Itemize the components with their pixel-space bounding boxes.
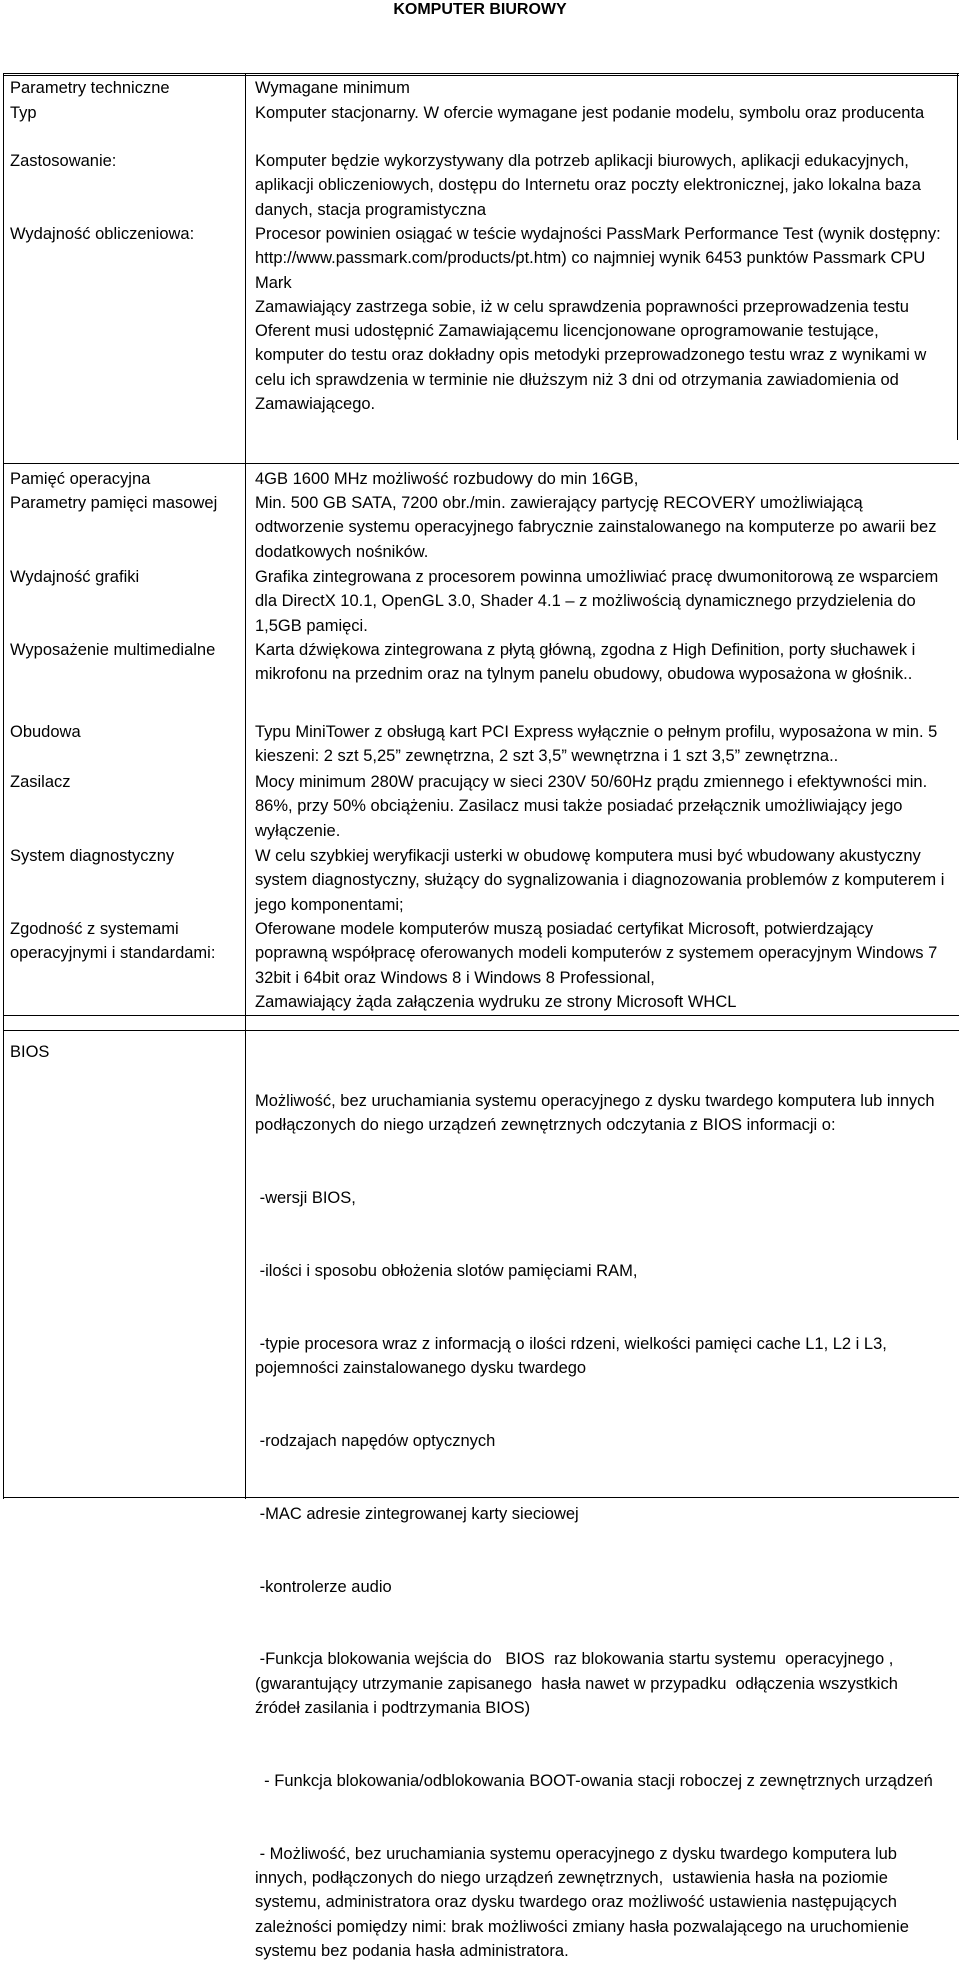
zasilacz-value: Mocy minimum 280W pracujący w sieci 230V 50/60Hz prądu zmiennego i efektywności min. 86%, przy 50% obciążeniu. Zasilacz musi także posiadać przełącznik umożliwiający jego wyłączenie. [255,773,928,840]
bios-label: BIOS [10,1043,50,1061]
header-value: Wymagane minimum [255,79,410,97]
zgodnosc-paragraph-1: Oferowane modele komputerów muszą posiadać certyfikat Microsoft, potwierdzający poprawną współpracę oferowanych modeli komputerów z systemem operacyjnym Windows 7 32bit i 64bit oraz Windows 8 i Windows 8 Professional, [255,920,938,987]
section-divider-1 [4,463,959,464]
diagnostyka-label: System diagnostyczny [10,847,175,865]
section-divider-2 [4,1015,959,1016]
zastosowanie-label: Zastosowanie: [10,152,117,170]
pamiec-value: 4GB 1600 MHz możliwość rozbudowy do min 16GB, [255,470,639,488]
table-top-border [4,73,959,74]
obudowa-label: Obudowa [10,723,81,741]
document-title: KOMPUTER BIUROWY [393,1,567,18]
section-divider-3 [4,1030,959,1031]
table-right-border-upper [957,73,958,440]
masowa-value: Min. 500 GB SATA, 7200 obr./min. zawierający partycję RECOVERY umożliwiającą odtworzenie systemu operacyjnego fabrycznie zainstalowanego na komputerze po awarii bez dodatkowych nośników. [255,494,937,561]
bios-line: -MAC adresie zintegrowanej karty sieciowej [255,1504,579,1523]
multimedia-value: Karta dźwiękowa zintegrowana z płytą główną, zgodna z High Definition, porty słuchawek i mikrofonu na przednim oraz na tylnym panelu obudowy, obudowa wyposażona w głośnik.. [255,641,916,684]
zgodnosc-paragraph-2: Zamawiający żąda załączenia wydruku ze strony Microsoft WHCL [255,992,737,1011]
bios-line: -typie procesora wraz z informacją o ilości rdzeni, wielkości pamięci cache L1, L2 i L3, pojemności zainstalowanego dysku twardego [255,1334,892,1377]
grafika-value: Grafika zintegrowana z procesorem powinna umożliwiać pracę dwumonitorową ze wsparciem dla DirectX 10.1, OpenGL 3.0, Shader 4.1 – z możliwością dynamicznego przydzielenia do 1,5GB pamięci. [255,568,939,635]
bios-line: Możliwość, bez uruchamiania systemu operacyjnego z dysku twardego komputera lub innych podłączonych do niego urządzeń zewnętrznych odczytania z BIOS informacji o: [255,1091,940,1134]
bios-line: -wersji BIOS, [255,1188,356,1207]
bios-line: -Funkcja blokowania wejścia do BIOS raz blokowania startu systemu operacyjnego , (gwarantujący utrzymanie zapisanego hasła nawet w przypadku odłączenia wszystkich źródeł zasilania i podtrzymania BIOS) [255,1650,903,1718]
diagnostyka-value: W celu szybkiej weryfikacji usterki w obudowę komputera musi być wbudowany akustyczny system diagnostyczny, służący do sygnalizowania i diagnozowania problemów z komputerem i jego komponentami; [255,847,945,914]
bios-line: -kontrolerze audio [255,1577,392,1596]
zgodnosc-label: Zgodność z systemami operacyjnymi i standardami: [10,920,216,963]
wydajnosc-paragraph-1: Procesor powinien osiągać w teście wydajności PassMark Performance Test (wynik dostępny: http://www.passmark.com/products/pt.htm) co najmniej wynik 6453 punktów Passmark CPU Mark [255,225,941,292]
bios-value [255,1040,945,1988]
pamiec-label: Pamięć operacyjna [10,470,151,488]
wydajnosc-paragraph-2: Zamawiający zastrzega sobie, iż w celu sprawdzenia poprawności przeprowadzenia testu Oferent musi udostępnić Zamawiającemu licencjonowane oprogramowanie testujące, komputer do testu oraz dokładny opis metodyki przeprowadzonego testu wraz z wynikami w celu ich sprawdzenia w terminie nie dłuższym niż 3 dni od otrzymania zawiadomienia od Zamawiającego. [255,297,927,414]
typ-label: Typ [10,104,37,122]
bios-line: -rodzajach napędów optycznych [255,1431,496,1450]
header-label: Parametry techniczne [10,79,170,97]
masowa-label: Parametry pamięci masowej [10,494,218,512]
table-left-border [3,73,4,1499]
zastosowanie-value: Komputer będzie wykorzystywany dla potrzeb aplikacji biurowych, aplikacji edukacyjnych, aplikacji obliczeniowych, dostępu do Internetu oraz poczty elektronicznej, jako lokalna baza danych, stacja programistyczna [255,152,921,219]
zgodnosc-value [255,917,945,1014]
bios-line: - Funkcja blokowania/odblokowania BOOT-owania stacji roboczej z zewnętrznych urządzeń [255,1771,933,1790]
bios-line: - Możliwość, bez uruchamiania systemu operacyjnego z dysku twardego komputera lub innych, podłączonych do niego urządzeń zewnętrznych, ustawienia hasła na poziomie systemu, administratora oraz dysku twardego oraz możliwość ustawienia następujących zależności pomiędzy nimi: brak możliwości zmiany hasła pozwalającego na uruchomienie systemu bez podania hasła administratora. [255,1844,914,1960]
typ-value: Komputer stacjonarny. W ofercie wymagane jest podanie modelu, symbolu oraz producenta [255,104,925,122]
wydajnosc-value [255,222,945,416]
grafika-label: Wydajność grafiki [10,568,140,586]
zasilacz-label: Zasilacz [10,773,71,791]
wydajnosc-label: Wydajność obliczeniowa: [10,225,195,243]
obudowa-value: Typu MiniTower z obsługą kart PCI Express wyłącznie o pełnym profilu, wyposażona w min. 5 kieszeni: 2 szt 5,25” zewnętrzna, 2 szt 3,5” wewnętrzna i 1 szt 3,5” zewnętrzna.. [255,723,938,766]
multimedia-label: Wyposażenie multimedialne [10,641,216,659]
bios-line: -ilości i sposobu obłożenia slotów pamięciami RAM, [255,1261,638,1280]
table-column-divider [245,73,246,1499]
